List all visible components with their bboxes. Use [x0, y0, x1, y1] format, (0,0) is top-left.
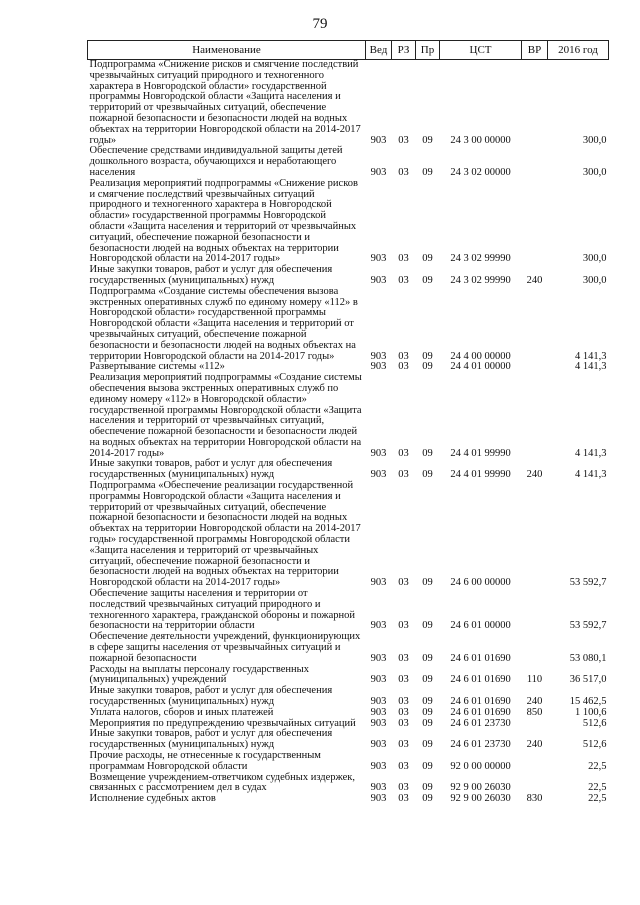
- cell-rz: 03: [398, 166, 409, 178]
- cell-amount: 53 592,7: [569, 620, 607, 632]
- cell-cst: 24 6 01 01690: [450, 674, 511, 686]
- cell-vr: 240: [526, 469, 543, 481]
- cell-ved: 903: [370, 674, 387, 686]
- cell-amount: 300,0: [582, 253, 607, 265]
- cell-rz: 03: [398, 620, 409, 632]
- header-year: 2016 год: [548, 41, 609, 60]
- cell-pr: 09: [422, 717, 433, 729]
- cell-vr: [522, 287, 548, 363]
- cell-cst: 24 3 02 99990: [450, 253, 511, 265]
- cell-pr: 09: [422, 134, 433, 146]
- cell-vr: 110: [526, 674, 543, 686]
- cell-pr: 09: [422, 350, 433, 362]
- cell-ved: 903: [370, 469, 387, 481]
- table-row: [88, 729, 609, 751]
- cell-ved: 903: [370, 652, 387, 664]
- cell-name: Прочие расходы, не отнесенные к государственным программам Новгородской области: [89, 750, 321, 772]
- table-row: [88, 773, 609, 795]
- table-row: [88, 751, 609, 773]
- cell-vr: [522, 362, 548, 373]
- cell-name: Исполнение судебных актов: [89, 793, 216, 805]
- table-row: [88, 373, 609, 459]
- cell-name: Иные закупки товаров, работ и услуг для обеспечения государственных (муниципальных) нужд: [89, 264, 333, 286]
- cell-amount: 22,5: [588, 760, 607, 772]
- cell-cst: 24 6 00 00000: [450, 577, 511, 589]
- cell-rz: 03: [398, 447, 409, 459]
- cell-name: Мероприятия по предупреждению чрезвычайных ситуаций: [89, 717, 356, 729]
- cell-rz: 03: [398, 350, 409, 362]
- cell-cst: 24 4 01 99990: [450, 447, 511, 459]
- cell-rz: 03: [398, 696, 409, 708]
- table-row: [88, 481, 609, 589]
- cell-amount: 300,0: [582, 134, 607, 146]
- cell-vr: [522, 373, 548, 459]
- cell-ved: 903: [370, 782, 387, 794]
- cell-cst: 24 4 00 00000: [450, 350, 511, 362]
- cell-pr: 09: [422, 760, 433, 772]
- cell-rz: 03: [398, 469, 409, 481]
- cell-ved: 903: [370, 447, 387, 459]
- cell-vr: [522, 632, 548, 664]
- cell-cst: 24 6 01 01690: [450, 652, 511, 664]
- cell-name: Подпрограмма «Снижение рисков и смягчение последствий чрезвычайных ситуаций природного и техногенного характера в Новгородской области» государственной программы Новгородской области «Защита населения и территорий от чрезвычайных ситуаций, обеспечение пожарной безопасности и безопасности людей на водных объектах на территории Новгородской области на 2014-2017 годы»: [89, 59, 361, 146]
- cell-pr: 09: [422, 361, 433, 373]
- cell-vr: [522, 589, 548, 632]
- table-row: [88, 265, 609, 287]
- cell-pr: 09: [422, 652, 433, 664]
- cell-amount: 22,5: [588, 793, 607, 805]
- cell-rz: 03: [398, 782, 409, 794]
- header-name: Наименование: [88, 41, 366, 60]
- cell-name: Обеспечение защиты населения и территории от последствий чрезвычайных ситуаций природного и техногенного характера, гражданской обороны и пожарной безопасности на территории области: [89, 588, 355, 632]
- cell-pr: 09: [422, 469, 433, 481]
- cell-pr: 09: [422, 274, 433, 286]
- cell-amount: 22,5: [588, 782, 607, 794]
- cell-vr: 850: [526, 706, 543, 718]
- cell-pr: 09: [422, 253, 433, 265]
- cell-cst: 24 4 01 99990: [450, 469, 511, 481]
- table-row: [88, 60, 609, 147]
- cell-name: Иные закупки товаров, работ и услуг для обеспечения государственных (муниципальных) нужд: [89, 685, 333, 708]
- cell-pr: 09: [422, 739, 433, 751]
- cell-name: Обеспечение средствами индивидуальной защиты детей дошкольного возраста, обучающихся и неработающего населения: [89, 145, 343, 178]
- cell-vr: [522, 146, 548, 178]
- cell-name: Реализация мероприятий подпрограммы «Снижение рисков и смягчение последствий чрезвычайных ситуаций природного и техногенного характера в Новгородской области» государственной программы Новгородской области «Защита населения и территорий от чрезвычайных ситуаций, обеспечение пожарной безопасности и безопасности людей на водных объектах на территории Новгородской области на 2014-2017 годы»: [89, 177, 358, 265]
- cell-cst: 92 9 00 26030: [450, 782, 511, 794]
- cell-amount: 512,6: [582, 717, 607, 729]
- cell-cst: 92 0 00 00000: [450, 760, 511, 772]
- table-row: [88, 179, 609, 265]
- cell-amount: 1 100,6: [575, 706, 607, 718]
- cell-cst: 24 6 01 23730: [450, 739, 511, 751]
- cell-rz: 03: [398, 706, 409, 718]
- cell-name: Подпрограмма «Создание системы обеспечения вызова экстренных оперативных служб по единому номеру «112» в Новгородской области» государственной программы Новгородской области «Защита населения и территорий от чрезвычайных ситуаций, обеспечение пожарной безопасности и безопасности людей на водных объектах на территории Новгородской области на 2014-2017 годы»: [89, 285, 358, 362]
- cell-amount: 512,6: [582, 739, 607, 751]
- cell-pr: 09: [422, 696, 433, 708]
- cell-name: Иные закупки товаров, работ и услуг для обеспечения государственных (муниципальных) нужд: [89, 728, 333, 751]
- budget-table: [87, 40, 609, 805]
- cell-ved: 903: [370, 706, 387, 718]
- header-pr: Пр: [416, 41, 440, 60]
- cell-name: Развертывание системы «112»: [89, 361, 225, 373]
- cell-amount: 4 141,3: [575, 447, 607, 459]
- cell-cst: 24 3 00 00000: [450, 134, 511, 146]
- cell-pr: 09: [422, 706, 433, 718]
- table-row: [88, 686, 609, 708]
- cell-amount: 300,0: [582, 274, 607, 286]
- cell-pr: 09: [422, 674, 433, 686]
- cell-amount: 4 141,3: [575, 350, 607, 362]
- page-number: 79: [312, 16, 328, 32]
- cell-name: Уплата налогов, сборов и иных платежей: [89, 706, 274, 718]
- cell-rz: 03: [398, 361, 409, 373]
- cell-vr: 240: [526, 274, 543, 286]
- cell-ved: 903: [370, 577, 387, 589]
- cell-rz: 03: [398, 760, 409, 772]
- table-row: [88, 665, 609, 687]
- cell-vr: 240: [526, 696, 543, 708]
- cell-cst: 24 6 01 01690: [450, 696, 511, 708]
- cell-ved: 903: [370, 134, 387, 146]
- cell-amount: 4 141,3: [575, 361, 607, 373]
- cell-amount: 53 080,1: [569, 652, 607, 664]
- cell-rz: 03: [398, 793, 409, 805]
- cell-vr: [522, 773, 548, 795]
- cell-name: Возмещение учреждением-ответчиком судебных издержек, связанных с рассмотрением дел в судах: [89, 771, 356, 794]
- cell-rz: 03: [398, 674, 409, 686]
- cell-ved: 903: [370, 760, 387, 772]
- cell-rz: 03: [398, 253, 409, 265]
- cell-name: Подпрограмма «Обеспечение реализации государственной программы Новгородской области «Защита населения и территорий от чрезвычайных ситуаций, обеспечение пожарной безопасности и безопасности людей на водных объектах на территории Новгородской области на 2014-2017 годы» государственной программы Новгородской области «Защита населения и территорий от чрезвычайных ситуаций, обеспечение пожарной безопасности и безопасности людей на водных объектах на территории Новгородской области на 2014-2017 годы»: [89, 480, 361, 589]
- cell-pr: 09: [422, 166, 433, 178]
- cell-cst: 24 3 02 00000: [450, 166, 511, 178]
- cell-cst: 92 9 00 26030: [450, 793, 511, 805]
- cell-amount: 15 462,5: [569, 696, 607, 708]
- table-row: [88, 794, 609, 805]
- cell-name: Расходы на выплаты персоналу государственных (муниципальных) учреждений: [89, 663, 309, 686]
- cell-rz: 03: [398, 652, 409, 664]
- cell-amount: 53 592,7: [569, 577, 607, 589]
- cell-vr: [522, 179, 548, 265]
- table-row: [88, 632, 609, 664]
- cell-amount: 300,0: [582, 166, 607, 178]
- cell-vr: 830: [526, 793, 543, 805]
- cell-name: Реализация мероприятий подпрограммы «Создание системы обеспечения вызова экстренных оперативных служб по единому номеру «112» в Новгородской области» государственной программы Новгородской области «Защита населения и территорий от чрезвычайных ситуаций, обеспечение пожарной безопасности и безопасности людей на водных объектах на территории Новгородской области на 2014-2017 годы»: [89, 372, 362, 459]
- cell-ved: 903: [370, 793, 387, 805]
- cell-pr: 09: [422, 447, 433, 459]
- table-row: [88, 589, 609, 632]
- table-row: [88, 287, 609, 363]
- header-ved: Вед: [366, 41, 392, 60]
- cell-vr: [522, 481, 548, 589]
- cell-vr: [522, 719, 548, 730]
- cell-ved: 903: [370, 361, 387, 373]
- cell-ved: 903: [370, 350, 387, 362]
- cell-pr: 09: [422, 620, 433, 632]
- table-row: [88, 146, 609, 178]
- header-rz: РЗ: [392, 41, 416, 60]
- cell-rz: 03: [398, 717, 409, 729]
- table-row: [88, 708, 609, 719]
- cell-name: Обеспечение деятельности учреждений, функционирующих в сфере защиты населения от чрезвычайных ситуаций и пожарной безопасности: [89, 631, 361, 664]
- cell-ved: 903: [370, 739, 387, 751]
- table-header-row: [88, 41, 609, 60]
- header-cst: ЦСТ: [440, 41, 522, 60]
- cell-cst: 24 6 01 23730: [450, 717, 511, 729]
- header-vr: ВР: [522, 41, 548, 60]
- cell-amount: 4 141,3: [575, 469, 607, 481]
- cell-pr: 09: [422, 577, 433, 589]
- cell-amount: 36 517,0: [569, 674, 607, 686]
- cell-cst: 24 6 01 01690: [450, 706, 511, 718]
- table-row: [88, 459, 609, 481]
- cell-cst: 24 4 01 00000: [450, 361, 511, 373]
- cell-rz: 03: [398, 577, 409, 589]
- cell-rz: 03: [398, 134, 409, 146]
- cell-pr: 09: [422, 782, 433, 794]
- table-body: [88, 60, 609, 805]
- cell-vr: 240: [526, 739, 543, 751]
- cell-ved: 903: [370, 253, 387, 265]
- cell-rz: 03: [398, 739, 409, 751]
- cell-vr: [522, 60, 548, 147]
- cell-vr: [522, 751, 548, 773]
- cell-ved: 903: [370, 166, 387, 178]
- cell-pr: 09: [422, 793, 433, 805]
- cell-ved: 903: [370, 620, 387, 632]
- cell-cst: 24 3 02 99990: [450, 274, 511, 286]
- cell-ved: 903: [370, 717, 387, 729]
- cell-name: Иные закупки товаров, работ и услуг для обеспечения государственных (муниципальных) нужд: [89, 458, 333, 481]
- cell-cst: 24 6 01 00000: [450, 620, 511, 632]
- cell-ved: 903: [370, 696, 387, 708]
- cell-ved: 903: [370, 274, 387, 286]
- cell-rz: 03: [398, 274, 409, 286]
